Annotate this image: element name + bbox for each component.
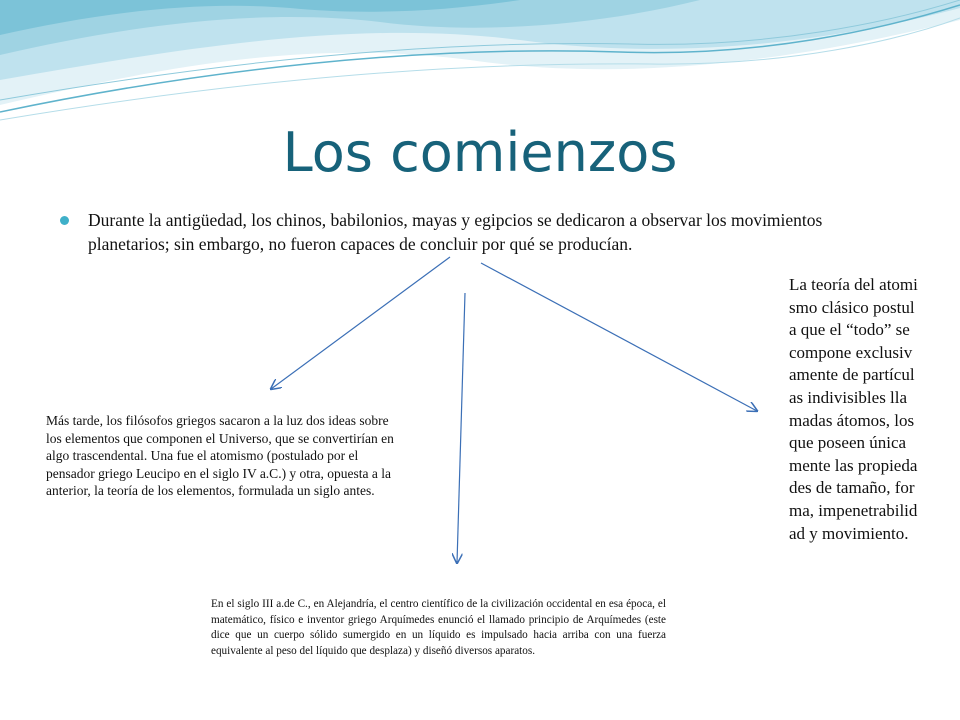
atomism-text: La teoría del atomismo clásico postula que el “todo” se compone exclusivamente de partículas indivisibles llamadas átomos, los que poseen únicamente las propiedades de tamaño, forma, impenetrabilidad y movimiento. xyxy=(789,275,918,543)
bullet-text: Durante la antigüedad, los chinos, babilonios, mayas y egipcios se dedicaron a observar los movimientos planetarios; sin embargo, no fueron capaces de concluir por qué se producían. xyxy=(88,210,823,254)
archimedes-text: En el siglo III a.de C., en Alejandría, el centro científico de la civilización occidental en esa época, el matemático, físico e inventor griego Arquímedes enunció el llamado principio de Arquímedes (este dice que un cuerpo sólido sumergido en un líquido es impulsado hacia arriba con una fuerza equivalente al peso del líquido que desplaza) y diseñó diversos aparatos. xyxy=(211,598,666,657)
slide-title: Los comienzos xyxy=(282,121,678,184)
arrow-left xyxy=(271,257,450,389)
arrow-down xyxy=(457,293,465,563)
arrow-right xyxy=(481,263,757,411)
greek-philosophers-text: Más tarde, los filósofos griegos sacaron a la luz dos ideas sobre los elementos que componen el Universo, que se convertirían en algo trascendental. Una fue el atomismo (postulado por el pensador griego Leucipo en el siglo IV a.C.) y otra, opuesta a la anterior, la teoría de los elementos, formulada un siglo antes. xyxy=(46,413,394,499)
